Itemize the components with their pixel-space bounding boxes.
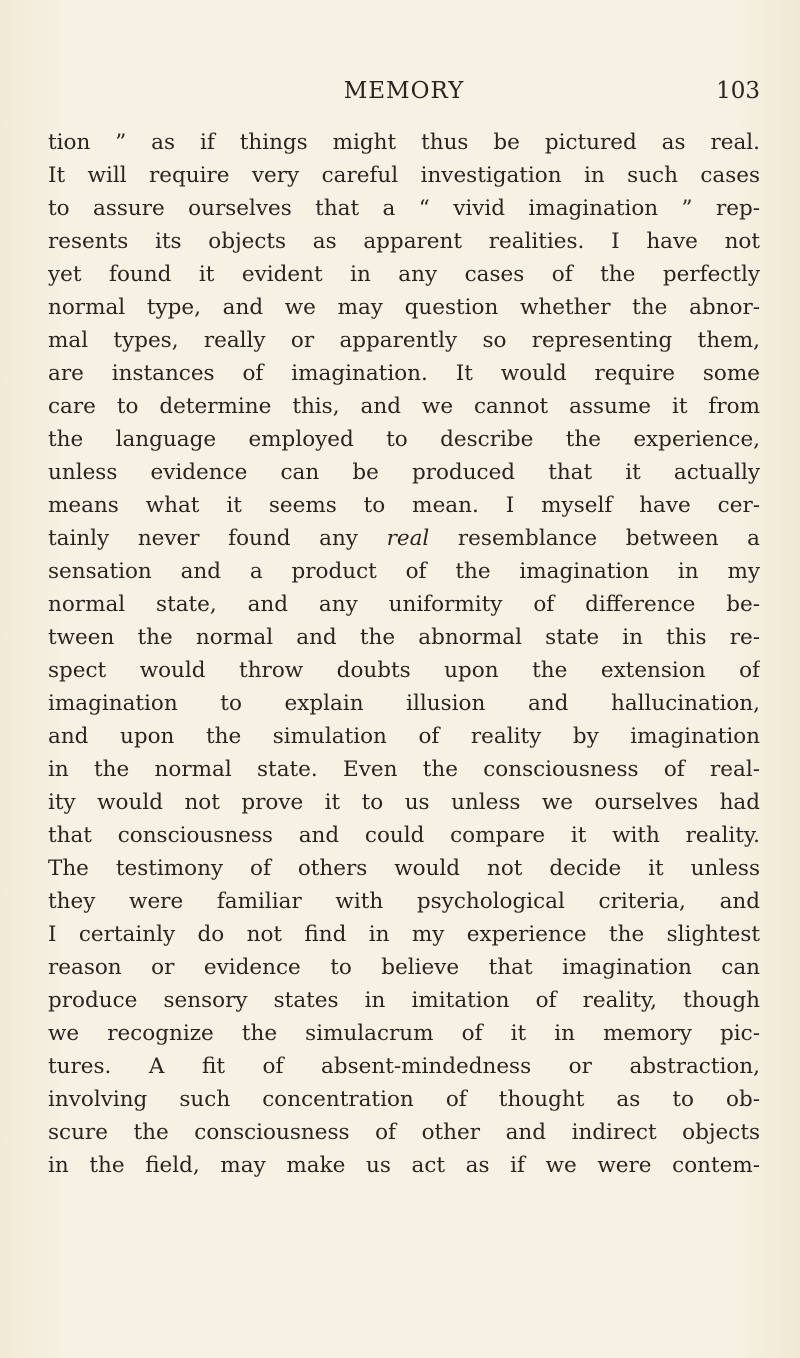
text-line: are instances of imagination. It would require some (48, 361, 760, 386)
text-line: It will require very careful investigation in such cases (48, 163, 760, 188)
text-line: produce sensory states in imitation of reality, though (48, 988, 760, 1013)
text-line: means what it seems to mean. I myself have cer- (48, 493, 760, 518)
running-head: MEMORY (343, 78, 465, 104)
text-line: sensation and a product of the imagination in my (48, 559, 760, 584)
text-line: that consciousness and could compare it with reality. (48, 823, 760, 848)
text-segment: tainly never found any (48, 526, 358, 551)
body-text (48, 126, 760, 1182)
text-line: ity would not prove it to us unless we ourselves had (48, 790, 760, 815)
text-line: normal type, and we may question whether the abnor- (48, 295, 760, 320)
text-line: normal state, and any uniformity of difference be- (48, 592, 760, 617)
text-line: scure the consciousness of other and indirect objects (48, 1120, 760, 1145)
text-line: care to determine this, and we cannot assume it from (48, 394, 760, 419)
text-line: the language employed to describe the experience, (48, 427, 760, 452)
page-header (48, 78, 760, 112)
text-line: in the field, may make us act as if we were contem- (48, 1153, 760, 1178)
text-line: involving such concentration of thought as to ob- (48, 1087, 760, 1112)
text-line: tween the normal and the abnormal state in this re- (48, 625, 760, 650)
text-line: imagination to explain illusion and hallucination, (48, 691, 760, 716)
text-segment: resemblance between a (457, 526, 760, 551)
text-line: tion ” as if things might thus be pictured as real. (48, 130, 760, 155)
text-line: yet found it evident in any cases of the perfectly (48, 262, 760, 287)
page-number: 103 (716, 78, 760, 104)
text-line: spect would throw doubts upon the extension of (48, 658, 760, 683)
text-line: and upon the simulation of reality by imagination (48, 724, 760, 749)
text-line: we recognize the simulacrum of it in memory pic- (48, 1021, 760, 1046)
text-line: reason or evidence to believe that imagination can (48, 955, 760, 980)
text-line: I certainly do not find in my experience the slightest (48, 922, 760, 947)
text-line: mal types, really or apparently so representing them, (48, 328, 760, 353)
text-line: to assure ourselves that a “ vivid imagination ” rep- (48, 196, 760, 221)
text-line-with-italic (48, 522, 760, 555)
text-line: resents its objects as apparent realities. I have not (48, 229, 760, 254)
text-line: The testimony of others would not decide it unless (48, 856, 760, 881)
text-line: unless evidence can be produced that it actually (48, 460, 760, 485)
italic-word: real (386, 526, 430, 551)
text-line: they were familiar with psychological criteria, and (48, 889, 760, 914)
text-line: in the normal state. Even the consciousness of real- (48, 757, 760, 782)
text-line: tures. A fit of absent-mindedness or abstraction, (48, 1054, 760, 1079)
